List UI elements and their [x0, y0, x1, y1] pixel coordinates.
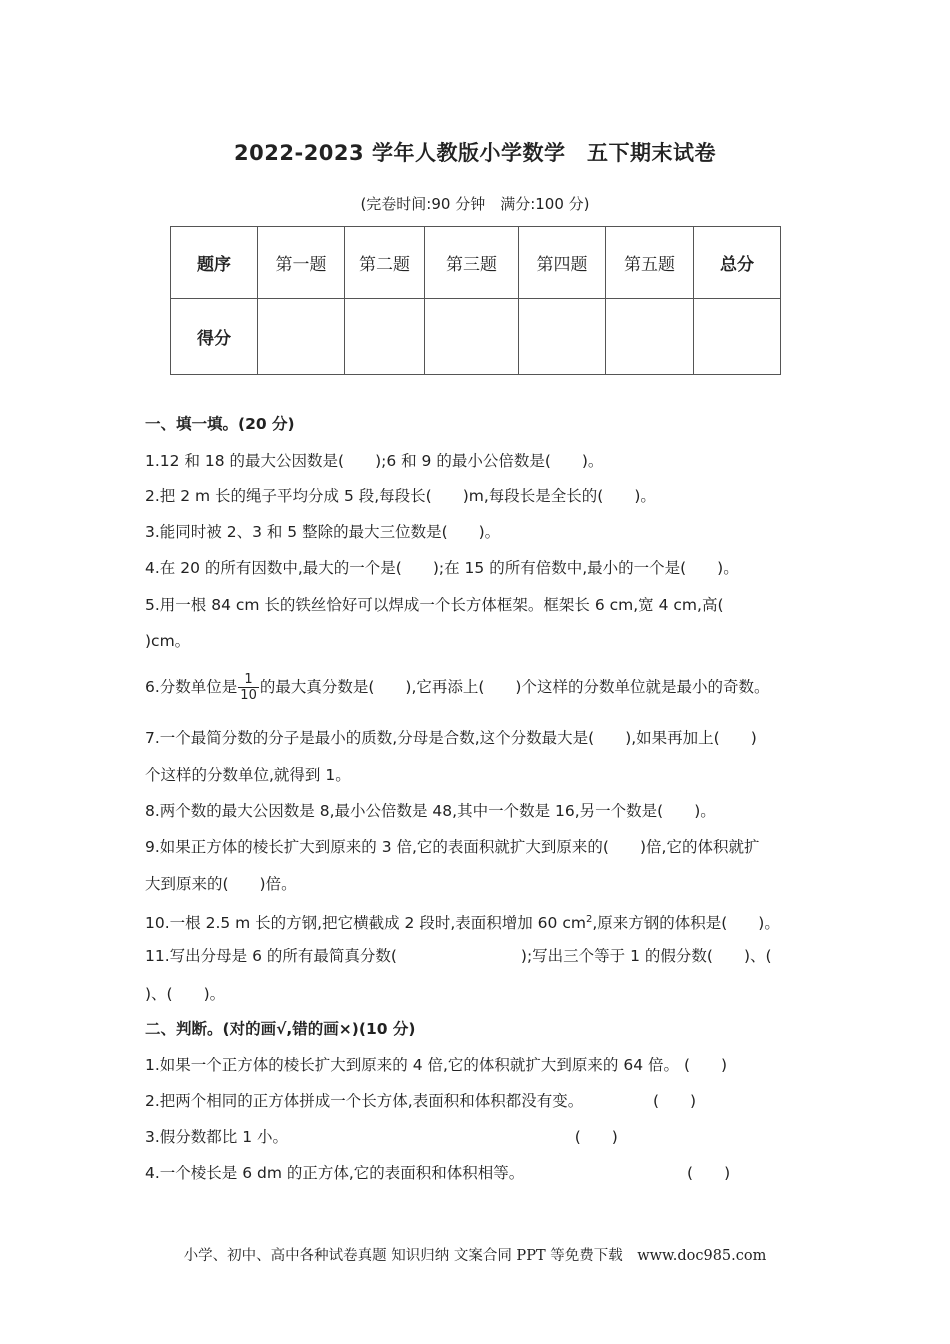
- question-1-11: 11.写出分母是 6 的所有最简真分数( );写出三个等于 1 的假分数( )、(: [145, 947, 772, 965]
- question-1-7-cont: 个这样的分数单位,就得到 1。: [145, 766, 351, 784]
- row-label-score: 得分: [171, 299, 258, 375]
- question-1-9-cont: 大到原来的( )倍。: [145, 875, 297, 893]
- header-cell-q3: 第三题: [425, 227, 519, 299]
- score-cell[interactable]: [258, 299, 345, 375]
- q10-exponent: 2: [585, 914, 593, 925]
- fraction-denominator: 10: [240, 688, 257, 703]
- question-2-1: 1.如果一个正方体的棱长扩大到原来的 4 倍,它的体积就扩大到原来的 64 倍。 ( ): [145, 1056, 728, 1074]
- page-title: 2022-2023 学年人教版小学数学 五下期末试卷: [234, 141, 716, 165]
- footer-note: 小学、初中、高中各种试卷真题 知识归纳 文案合同 PPT 等免费下载 www.doc985.com: [183, 1248, 767, 1264]
- score-cell[interactable]: [425, 299, 519, 375]
- question-1-11-cont: )、( )。: [145, 985, 226, 1003]
- q6-suffix: 的最大真分数是( ),它再添上( )个这样的分数单位就是最小的奇数。: [259, 678, 770, 696]
- question-1-2: 2.把 2 m 长的绳子平均分成 5 段,每段长( )m,每段长是全长的( )。: [145, 487, 656, 505]
- question-1-5: 5.用一根 84 cm 长的铁丝恰好可以焊成一个长方体框架。框架长 6 cm,宽 4 cm,高(: [145, 596, 724, 614]
- question-1-3: 3.能同时被 2、3 和 5 整除的最大三位数是( )。: [145, 523, 501, 541]
- exam-info: (完卷时间:90 分钟 满分:100 分): [360, 195, 590, 213]
- score-table-score-row: [171, 299, 781, 375]
- header-cell-q1: 第一题: [258, 227, 345, 299]
- header-cell-q2: 第二题: [345, 227, 425, 299]
- section1-heading: 一、填一填。(20 分): [145, 415, 295, 433]
- question-1-6: [145, 667, 769, 707]
- score-cell[interactable]: [606, 299, 694, 375]
- question-1-1: 1.12 和 18 的最大公因数是( );6 和 9 的最小公倍数是( )。: [145, 452, 604, 470]
- score-table-header-row: [171, 227, 781, 299]
- score-cell[interactable]: [694, 299, 781, 375]
- fraction-one-tenth: [238, 672, 259, 703]
- question-2-3: 3.假分数都比 1 小。 ( ): [145, 1128, 618, 1146]
- header-cell-q4: 第四题: [519, 227, 606, 299]
- q6-prefix: 6.分数单位是: [145, 678, 238, 696]
- question-1-4: 4.在 20 的所有因数中,最大的一个是( );在 15 的所有倍数中,最小的一个是( )。: [145, 559, 739, 577]
- q10-prefix: 10.一根 2.5 m 长的方钢,把它横截成 2 段时,表面积增加 60 cm: [145, 914, 586, 933]
- score-table: [170, 226, 781, 375]
- question-1-8: 8.两个数的最大公因数是 8,最小公倍数是 48,其中一个数是 16,另一个数是( )。: [145, 802, 716, 820]
- question-1-5-cont: )cm。: [145, 632, 191, 650]
- score-cell[interactable]: [345, 299, 425, 375]
- fraction-numerator: 1: [238, 672, 259, 688]
- question-2-4: 4.一个棱长是 6 dm 的正方体,它的表面积和体积相等。 ( ): [145, 1164, 731, 1182]
- header-cell-order: 题序: [171, 227, 258, 299]
- header-cell-total: 总分: [694, 227, 781, 299]
- question-1-7: 7.一个最简分数的分子是最小的质数,分母是合数,这个分数最大是( ),如果再加上( ): [145, 729, 757, 747]
- question-1-9: 9.如果正方体的棱长扩大到原来的 3 倍,它的表面积就扩大到原来的( )倍,它的体积就扩: [145, 838, 760, 856]
- question-2-2: 2.把两个相同的正方体拼成一个长方体,表面积和体积都没有变。 ( ): [145, 1092, 697, 1110]
- score-cell[interactable]: [519, 299, 606, 375]
- header-cell-q5: 第五题: [606, 227, 694, 299]
- q10-suffix: ,原来方钢的体积是( )。: [592, 914, 780, 933]
- section2-heading: 二、判断。(对的画√,错的画×)(10 分): [145, 1020, 416, 1038]
- question-1-10: [145, 910, 780, 933]
